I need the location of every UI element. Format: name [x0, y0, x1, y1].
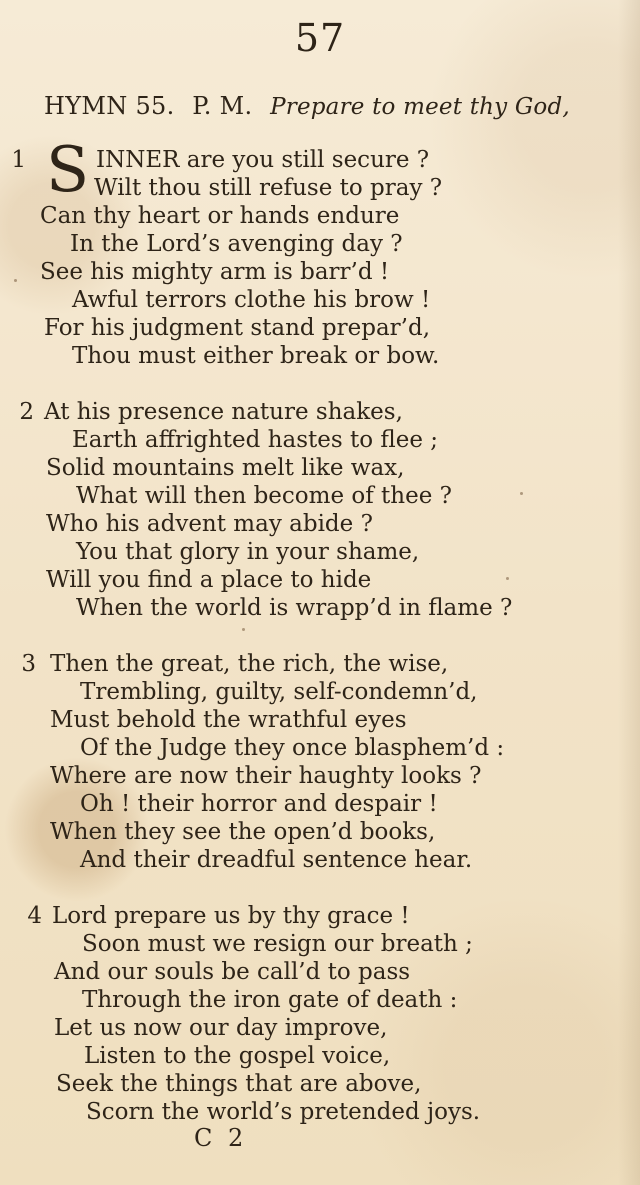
- stanza-line: And their dreadful sentence hear.: [80, 847, 473, 873]
- paper-speck: [14, 279, 17, 282]
- hymn-header: [44, 92, 604, 122]
- stanza-number: 4: [27, 903, 42, 929]
- stanza-line: INNER are you still secure ?: [96, 147, 430, 173]
- signature-mark: C 2: [194, 1124, 248, 1152]
- stanza-line: Awful terrors clothe his brow !: [72, 287, 431, 313]
- stanza-2: [16, 398, 606, 624]
- stanza-line: Earth affrighted hastes to flee ;: [72, 427, 439, 453]
- stanza-line: Can thy heart or hands endure: [40, 203, 400, 229]
- hymn-theme: Prepare to meet thy God,: [270, 94, 570, 120]
- stanza-line: Who his advent may abide ?: [46, 511, 373, 537]
- stanza-line: In the Lord’s avenging day ?: [70, 231, 403, 257]
- stanza-line: Thou must either break or bow.: [72, 343, 440, 369]
- stanza-3: [16, 650, 606, 876]
- stanza-line: Listen to the gospel voice,: [84, 1043, 391, 1069]
- stanza-4: [16, 902, 606, 1128]
- stanza-line: Scorn the world’s pretended joys.: [86, 1099, 481, 1125]
- stanza-line: Let us now our day improve,: [54, 1015, 388, 1041]
- hymn-label: HYMN 55.: [44, 92, 175, 120]
- stanza-1: [11, 133, 606, 370]
- stanza-line: Lord prepare us by thy grace !: [52, 903, 410, 929]
- stanza-line: For his judgment stand prepar’d,: [44, 315, 431, 341]
- hymn-meter: P. M.: [192, 92, 253, 120]
- stanza-line: Trembling, guilty, self-condemn’d,: [80, 679, 478, 705]
- stanza-line: Will you find a place to hide: [46, 567, 372, 593]
- stanza-line: You that glory in your shame,: [76, 539, 420, 565]
- stanza-line: Solid mountains melt like wax,: [46, 455, 405, 481]
- stanza-line: Of the Judge they once blasphem’d :: [80, 735, 505, 761]
- stanza-line: Oh ! their horror and despair !: [80, 791, 438, 817]
- stanza-line: Through the iron gate of death :: [82, 987, 458, 1013]
- paper-speck: [506, 577, 509, 580]
- stanza-number: 3: [21, 651, 36, 677]
- page-number: 57: [294, 16, 346, 60]
- stanza-number: 1: [11, 147, 26, 173]
- stanza-line: At his presence nature shakes,: [44, 399, 403, 425]
- stanza-line: Then the great, the rich, the wise,: [50, 651, 449, 677]
- stanza-line: Seek the things that are above,: [56, 1071, 422, 1097]
- stanza-line: Where are now their haughty looks ?: [50, 763, 482, 789]
- stanza-line: See his mighty arm is barr’d !: [40, 259, 390, 285]
- stanza-line: And our souls be call’d to pass: [54, 959, 411, 985]
- drop-cap: S: [46, 133, 90, 206]
- stanza-line: Wilt thou still refuse to pray ?: [94, 175, 443, 201]
- paper-speck: [242, 628, 245, 631]
- stanza-line: Must behold the wrathful eyes: [50, 707, 407, 733]
- paper-speck: [520, 492, 523, 495]
- stanza-line: Soon must we resign our breath ;: [82, 931, 473, 957]
- stanza-line: When they see the open’d books,: [50, 819, 436, 845]
- stanza-line: What will then become of thee ?: [76, 483, 452, 509]
- stanza-line: When the world is wrapp’d in flame ?: [76, 595, 513, 621]
- page-edge-shadow: [618, 0, 640, 1185]
- stanza-number: 2: [19, 399, 34, 425]
